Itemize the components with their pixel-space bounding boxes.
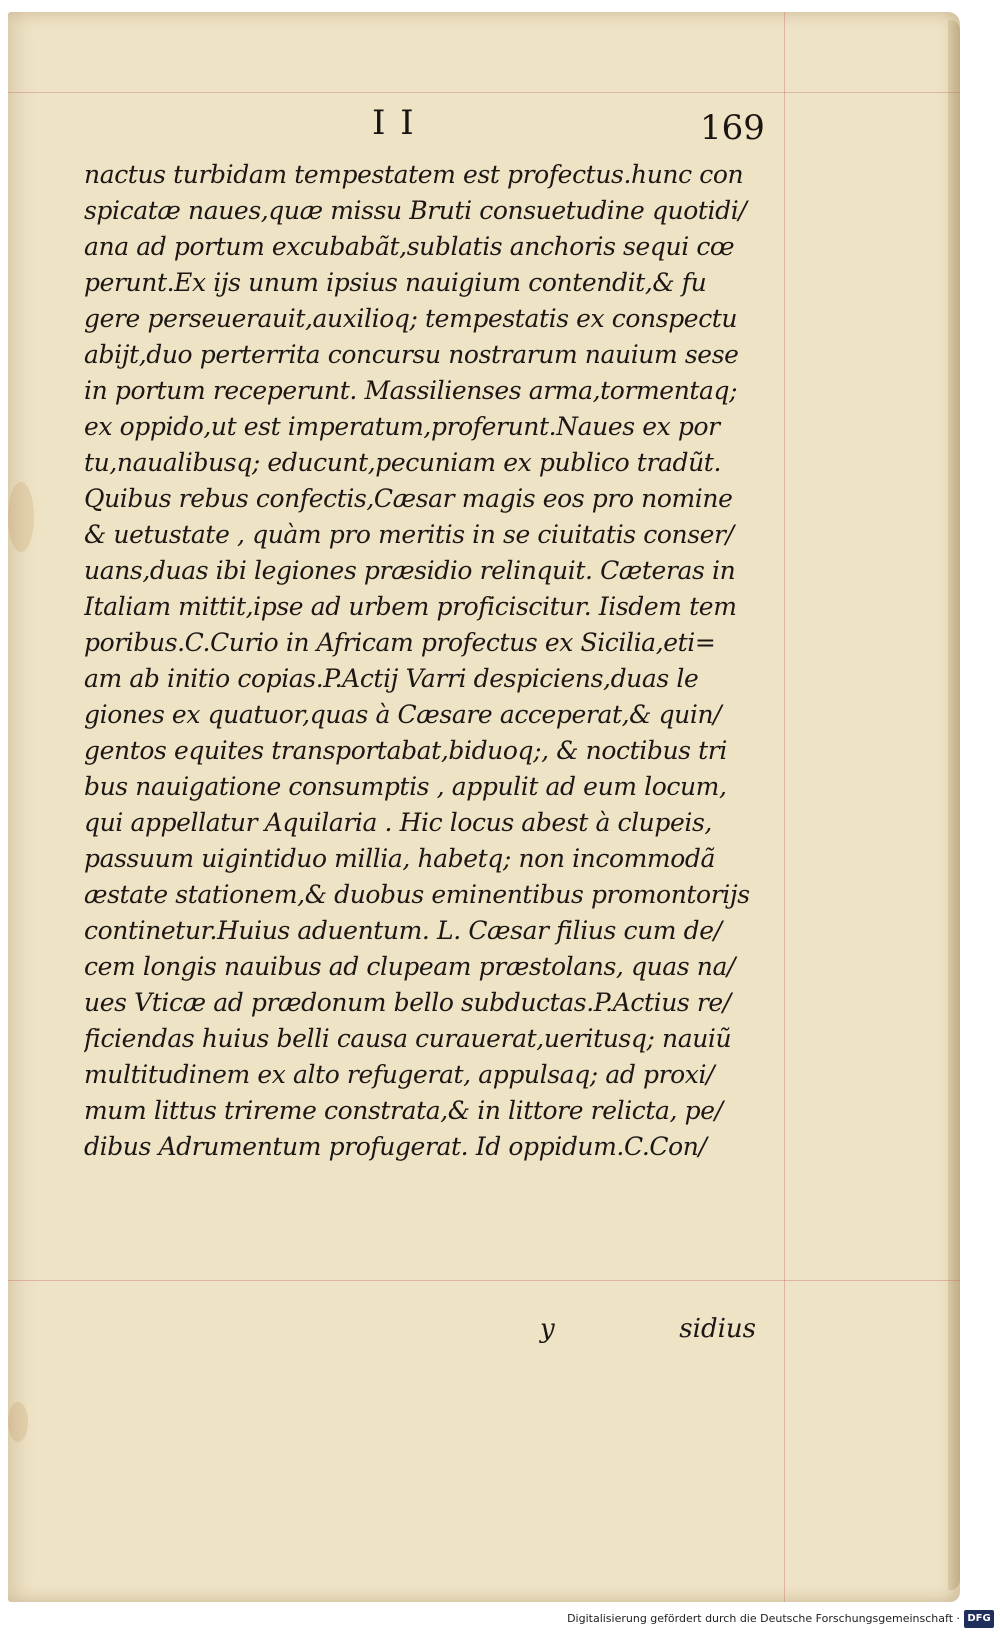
text-line: ficiendas huius belli causa curauerat,ueritusq; nauiũ <box>84 1024 732 1053</box>
text-line: multitudinem ex alto refugerat, appulsaq; ad proxi/ <box>84 1060 715 1089</box>
text-line: abijt,duo perterrita concursu nostrarum nauium sese <box>84 340 739 369</box>
margin-rule-top <box>8 92 960 93</box>
body-text <box>84 157 756 1165</box>
text-line: spicatæ naues,quæ missu Bruti consuetudine quotidi/ <box>84 196 747 225</box>
paper-stain <box>8 1402 28 1442</box>
dfg-logo: DFG <box>964 1610 994 1628</box>
text-line: ex oppido,ut est imperatum,proferunt.Naues ex por <box>84 412 720 441</box>
text-line: giones ex quatuor,quas à Cæsare acceperat,& quin/ <box>84 700 722 729</box>
text-line: passuum uigintiduo millia, habetq; non incommodã <box>84 844 715 873</box>
margin-rule-vertical <box>784 12 785 1602</box>
text-line: nactus turbidam tempestatem est profectus.hunc con <box>84 160 744 189</box>
text-line: & uetustate , quàm pro meritis in se ciuitatis conser/ <box>84 520 734 549</box>
text-line: dibus Adrumentum profugerat. Id oppidum.C.Con/ <box>84 1132 707 1161</box>
text-line: am ab initio copias.P.Actij Varri despiciens,duas le <box>84 664 699 693</box>
text-line: bus nauigatione consumptis , appulit ad eum locum, <box>84 772 727 801</box>
text-line: æstate stationem,& duobus eminentibus promontorijs <box>84 880 750 909</box>
text-line: qui appellatur Aquilaria . Hic locus abest à clupeis, <box>84 808 712 837</box>
text-line: gentos equites transportabat,biduoq;, & noctibus tri <box>84 736 727 765</box>
catchword-signature: y <box>540 1314 555 1344</box>
text-line: Quibus rebus confectis,Cæsar magis eos pro nomine <box>84 484 733 513</box>
signature-mark: I I <box>372 103 416 143</box>
text-line: cem longis nauibus ad clupeam præstolans, quas na/ <box>84 952 735 981</box>
text-line: gere perseuerauit,auxilioq; tempestatis ex conspectu <box>84 304 738 333</box>
margin-rule-bottom <box>8 1280 960 1281</box>
catchword-line <box>540 1314 756 1352</box>
text-line: continetur.Huius aduentum. L. Cæsar filius cum de/ <box>84 916 722 945</box>
catchword: sidius <box>679 1314 756 1344</box>
folio-number: 169 <box>700 108 765 148</box>
text-line: in portum receperunt. Massilienses arma,tormentaq; <box>84 376 738 405</box>
text-line: ues Vticæ ad prædonum bello subductas.P.Actius re/ <box>84 988 731 1017</box>
text-line: ana ad portum excubabãt,sublatis anchoris sequi cœ <box>84 232 735 261</box>
page-edge <box>948 20 960 1590</box>
paper-stain <box>8 482 34 552</box>
text-line: Italiam mittit,ipse ad urbem proficiscitur. Iisdem tem <box>84 592 737 621</box>
digitization-footer <box>0 1608 1000 1632</box>
text-line: poribus.C.Curio in Africam profectus ex Sicilia,eti= <box>84 628 716 657</box>
text-line: mum littus trireme constrata,& in littore relicta, pe/ <box>84 1096 723 1125</box>
text-line: perunt.Ex ijs unum ipsius nauigium contendit,& fu <box>84 268 707 297</box>
text-line: tu,naualibusq; educunt,pecuniam ex publico tradũt. <box>84 448 721 477</box>
footer-credit: Digitalisierung gefördert durch die Deutsche Forschungsgemeinschaft · <box>567 1612 960 1625</box>
text-line: uans,duas ibi legiones præsidio relinquit. Cæteras in <box>84 556 736 585</box>
